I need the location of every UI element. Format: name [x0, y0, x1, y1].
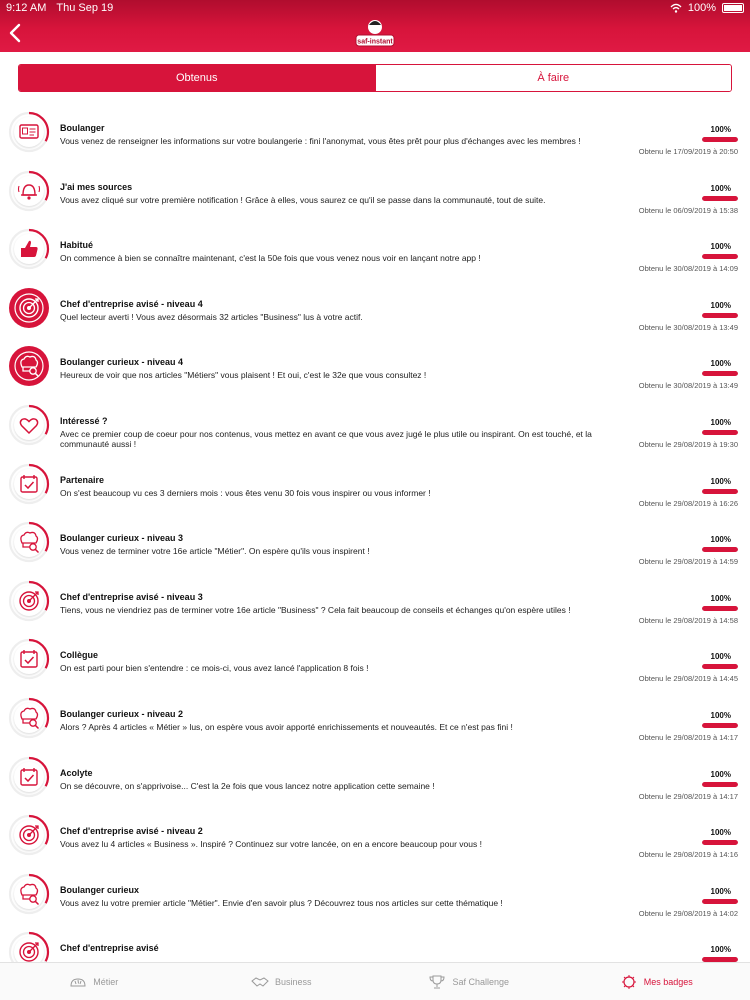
- calendar-check-icon: [8, 756, 50, 798]
- badge-list-item[interactable]: [0, 110, 750, 169]
- tab-business-label: Business: [274, 976, 312, 987]
- badge-title: J'ai mes sources: [60, 181, 133, 192]
- id-card-icon: [8, 111, 50, 153]
- badge-progress-bar: [702, 606, 738, 611]
- badge-progress-bar: [702, 254, 738, 259]
- badge-percent: 100%: [710, 417, 731, 427]
- chef-hat-search-icon: [8, 697, 50, 739]
- badge-progress-bar: [702, 664, 738, 669]
- badge-list-item[interactable]: [0, 755, 750, 814]
- bell-icon: [8, 170, 50, 212]
- badge-progress-fill: [702, 547, 738, 552]
- saf-instant-logo: [352, 17, 398, 49]
- chef-hat-search-icon: [8, 873, 50, 915]
- badge-description: On est parti pour bien s'entendre : ce mois-ci, vous avez lancé l'application 8 fois !: [60, 663, 369, 674]
- badge-list-item[interactable]: [0, 169, 750, 228]
- tab-mes-badges[interactable]: [563, 963, 750, 1000]
- badge-title: Partenaire: [60, 474, 105, 485]
- badge-date: Obtenu le 29/08/2019 à 14:17: [638, 732, 738, 742]
- badge-list-item[interactable]: [0, 462, 750, 521]
- badge-list-item[interactable]: [0, 930, 750, 962]
- status-time: 9:12 AM: [6, 2, 47, 14]
- target-icon: [8, 287, 50, 329]
- badge-progress-bar: [702, 782, 738, 787]
- badge-progress-bar: [702, 547, 738, 552]
- badge-progress-fill: [702, 371, 738, 376]
- tab-obtained[interactable]: Obtenus: [19, 65, 375, 91]
- badge-title: Boulanger: [60, 123, 105, 133]
- badge-progress-fill: [702, 723, 738, 728]
- badge-title: Chef d'entreprise avisé - niveau 4: [60, 298, 203, 309]
- tab-mes-badges-label: Mes badges: [643, 976, 693, 987]
- back-button[interactable]: [6, 22, 26, 44]
- badge-progress-bar: [702, 489, 738, 494]
- badge-date: Obtenu le 30/08/2019 à 13:49: [638, 381, 738, 391]
- bottom-tab-bar: [0, 962, 750, 1000]
- badge-icon: [620, 974, 638, 990]
- badge-progress-fill: [702, 254, 738, 259]
- badge-list-item[interactable]: [0, 637, 750, 696]
- badge-list-item[interactable]: [0, 344, 750, 403]
- badge-progress-fill: [702, 664, 738, 669]
- badge-description: Vous venez de terminer votre 16e article "Métier". On espère qu'ils vous inspirent !: [60, 546, 370, 557]
- badge-date: Obtenu le 29/08/2019 à 14:59: [638, 557, 738, 567]
- badge-percent: 100%: [710, 476, 731, 486]
- badge-title: Collègue: [60, 650, 99, 661]
- badge-title: Chef d'entreprise avisé: [60, 943, 159, 954]
- badge-progress-bar: [702, 723, 738, 728]
- handshake-icon: [251, 974, 269, 990]
- badge-description: Vous avez lu votre premier article "Métier". Envie d'en savoir plus ? Découvrez tous nos articles sur cette thématique !: [60, 897, 503, 908]
- badge-list-item[interactable]: [0, 872, 750, 931]
- battery-percent: 100%: [687, 2, 716, 14]
- badge-list: [0, 110, 750, 962]
- badge-progress-fill: [702, 782, 738, 787]
- badge-date: Obtenu le 29/08/2019 à 14:16: [638, 850, 738, 860]
- badge-progress-fill: [702, 430, 738, 435]
- badge-description: On se découvre, on s'apprivoise... C'est la 2e fois que vous lancez notre application cette semaine !: [60, 780, 435, 791]
- badge-progress-bar: [702, 840, 738, 845]
- badge-title: Boulanger curieux - niveau 2: [60, 708, 184, 719]
- badge-filter-segment: [18, 64, 732, 92]
- badge-description: Tiens, vous ne viendriez pas de terminer votre 16e article "Business" ? Cela fait beaucoup de conseils et échanges qu'on espère utiles !: [60, 604, 571, 615]
- badge-percent: 100%: [710, 769, 731, 779]
- badge-description: Vous avez cliqué sur votre première notification ! Grâce à elles, vous saurez ce qu'il se passe dans la communauté, tout de suite.: [60, 194, 546, 205]
- heart-icon: [8, 404, 50, 446]
- badge-progress-fill: [702, 840, 738, 845]
- badge-title: Intéressé ?: [60, 415, 108, 426]
- tab-metier-label: Métier: [93, 976, 119, 987]
- target-icon: [8, 580, 50, 622]
- badge-percent: 100%: [710, 593, 731, 603]
- badge-title: Boulanger curieux - niveau 3: [60, 533, 184, 544]
- badge-progress-fill: [702, 606, 738, 611]
- chef-hat-search-icon: [8, 345, 50, 387]
- badge-progress-bar: [702, 137, 738, 142]
- badge-title: Chef d'entreprise avisé - niveau 3: [60, 591, 203, 602]
- bread-icon: [69, 974, 87, 990]
- tab-metier[interactable]: [0, 963, 188, 1000]
- badge-percent: 100%: [710, 242, 731, 252]
- target-icon: [8, 814, 50, 856]
- tab-business[interactable]: [188, 963, 376, 1000]
- logo-text: saf-instant: [357, 38, 393, 46]
- badge-description: On s'est beaucoup vu ces 3 derniers mois : vous êtes venu 30 fois vous inspirer ou vous informer !: [60, 487, 431, 498]
- badge-description: Vous avez lu 4 articles « Business ». Inspiré ? Continuez sur votre lancée, on en a encore beaucoup pour vous !: [60, 839, 482, 850]
- badge-list-item[interactable]: [0, 403, 750, 462]
- chef-hat-search-icon: [8, 521, 50, 563]
- badge-progress-bar: [702, 430, 738, 435]
- badge-date: Obtenu le 29/08/2019 à 16:26: [638, 498, 738, 508]
- badge-list-item[interactable]: [0, 579, 750, 638]
- badge-percent: 100%: [710, 359, 731, 369]
- badge-date: Obtenu le 30/08/2019 à 13:49: [638, 322, 738, 332]
- badge-description: Avec ce premier coup de coeur pour nos contenus, vous mettez en avant ce que vous avez jugé le plus utile ou inspirant. On est touché, et la communauté aussi !: [60, 428, 592, 449]
- badge-percent: 100%: [710, 183, 731, 193]
- target-icon: [8, 931, 50, 962]
- tab-saf-challenge[interactable]: [375, 963, 563, 1000]
- badge-title: Habitué: [60, 240, 94, 251]
- calendar-check-icon: [8, 463, 50, 505]
- badge-progress-fill: [702, 899, 738, 904]
- badge-title: Boulanger curieux: [60, 884, 140, 895]
- badge-date: Obtenu le 30/08/2019 à 14:09: [638, 264, 738, 274]
- app-header: [0, 0, 750, 52]
- badge-title: Boulanger curieux - niveau 4: [60, 357, 184, 368]
- badge-progress-bar: [702, 371, 738, 376]
- badge-date: Obtenu le 29/08/2019 à 19:30: [638, 439, 738, 449]
- badge-description: Heureux de voir que nos articles "Métiers" vous plaisent ! Et oui, c'est le 32e que vous consultez !: [60, 370, 427, 381]
- badge-percent: 100%: [710, 945, 731, 955]
- badge-percent: 100%: [710, 828, 731, 838]
- wifi-icon: [670, 3, 682, 13]
- tab-saf-challenge-label: Saf Challenge: [452, 976, 510, 987]
- badge-progress-bar: [702, 313, 738, 318]
- badge-list-item[interactable]: [0, 813, 750, 872]
- calendar-check-icon: [8, 638, 50, 680]
- battery-icon: [722, 3, 744, 13]
- badge-percent: 100%: [710, 652, 731, 662]
- badge-list-item[interactable]: [0, 286, 750, 345]
- badge-date: Obtenu le 06/09/2019 à 15:38: [638, 205, 738, 215]
- badge-description: Quel lecteur averti ! Vous avez désormais 32 articles "Business" lus à votre actif.: [60, 311, 363, 322]
- badge-date: Obtenu le 29/08/2019 à 14:17: [638, 791, 738, 801]
- badge-description: Vous venez de renseigner les informations sur votre boulangerie : fini l'anonymat, vous êtes prêt pour plus d'échanges avec les membres !: [60, 136, 581, 146]
- badge-title: Acolyte: [60, 767, 93, 778]
- badge-percent: 100%: [710, 886, 731, 896]
- badge-progress-fill: [702, 196, 738, 201]
- badge-progress-fill: [702, 313, 738, 318]
- status-date: Thu Sep 19: [56, 2, 114, 14]
- status-bar: [0, 0, 750, 16]
- trophy-icon: [428, 974, 446, 990]
- badge-list-item[interactable]: [0, 227, 750, 286]
- badge-progress-fill: [702, 489, 738, 494]
- tab-todo[interactable]: À faire: [375, 65, 732, 91]
- badge-percent: 100%: [710, 710, 731, 720]
- badge-title: Chef d'entreprise avisé - niveau 2: [60, 826, 203, 837]
- badge-percent: 100%: [710, 125, 731, 134]
- badge-list-item[interactable]: [0, 696, 750, 755]
- badge-progress-fill: [702, 137, 738, 142]
- badge-date: Obtenu le 29/08/2019 à 14:02: [638, 908, 738, 918]
- badge-description: On commence à bien se connaître maintenant, c'est la 50e fois que vous venez nous voir en lançant notre app !: [60, 253, 481, 264]
- badge-description: Alors ? Après 4 articles « Métier » lus, on espère vous avoir apporté enrichissements et nouveautés. Et ce n'est pas fini !: [60, 721, 513, 732]
- badge-date: Obtenu le 29/08/2019 à 14:45: [638, 674, 738, 684]
- thumbs-up-icon: [8, 228, 50, 270]
- badge-progress-bar: [702, 899, 738, 904]
- badge-percent: 100%: [710, 535, 731, 545]
- badge-date: Obtenu le 17/09/2019 à 20:50: [638, 147, 738, 156]
- badge-date: Obtenu le 29/08/2019 à 14:58: [638, 615, 738, 625]
- badge-percent: 100%: [710, 300, 731, 310]
- badge-progress-bar: [702, 196, 738, 201]
- badge-list-item[interactable]: [0, 520, 750, 579]
